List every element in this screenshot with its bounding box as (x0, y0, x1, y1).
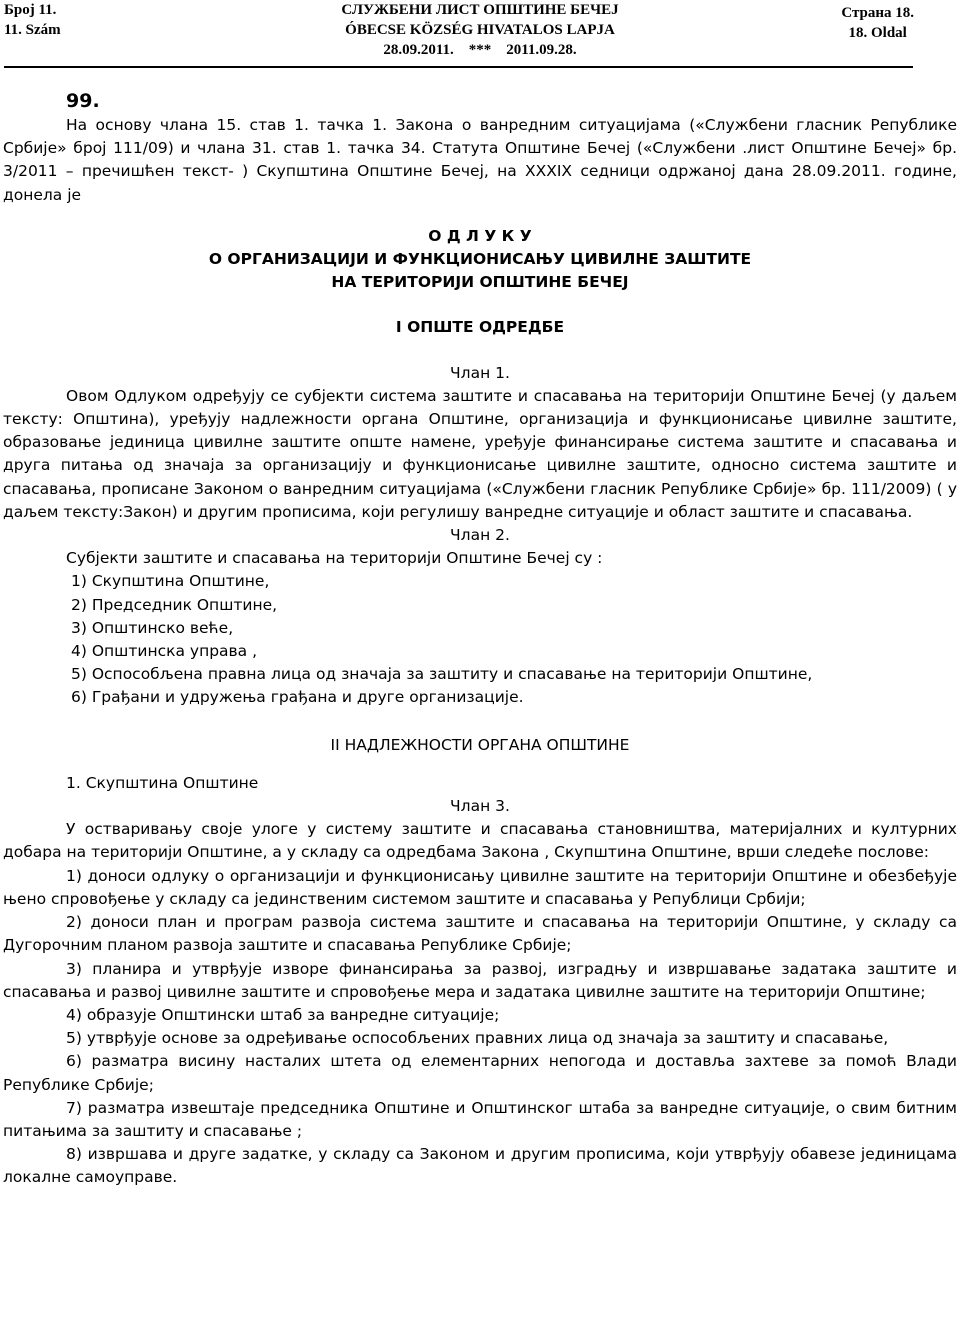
document-body (3, 88, 957, 1190)
header-title-sr: СЛУЖБЕНИ ЛИСТ ОПШТИНЕ БЕЧЕЈ (341, 2, 619, 18)
article-3-item: 5) утврђује основе за одређивање оспособљених правних лица од значаја за заштиту и спасавање, (66, 1029, 889, 1048)
article-2-item: 5) Оспособљена правна лица од значаја за заштиту и спасавање на територији Општине, (71, 665, 813, 684)
article-3-intro: У остваривању своје улоге у систему заштите и спасавања становништва, материјалних и културних добара на територији Општине, а у складу са одредбама Закона , Скупштина Општине, врши следеће послове: (3, 820, 957, 862)
article-2-heading: Члан 2. (450, 526, 510, 545)
article-1-heading: Члан 1. (450, 363, 510, 382)
section-heading-competences: II НАДЛЕЖНОСТИ ОРГАНА ОПШТИНЕ (330, 735, 630, 754)
header-issue-sr: Број 11. (4, 2, 57, 18)
subsection-heading-assembly: 1. Скупштина Општине (66, 773, 259, 792)
article-2-intro: Субјекти заштите и спасавања на територији Општине Бечеј су : (66, 549, 603, 568)
header-journal-title (0, 0, 960, 60)
header-page-number (841, 3, 914, 43)
article-3-item: 6) разматра висину насталих штета од елементарних непогода и доставља захтеве за помоћ Влади Републике Србије; (3, 1052, 957, 1094)
article-2-item: 1) Скупштина Општине, (71, 572, 270, 591)
article-3-item: 8) извршава и друге задатке, у складу са Законом и другим прописима, који утврђују обавезе јединицама локалне самоуправе. (3, 1145, 957, 1187)
article-2-item: 3) Општинско веће, (71, 618, 234, 637)
header-issue-hu: 11. Szám (4, 22, 61, 38)
header-title-hu: ÓBECSE KÖZSÉG HIVATALOS LAPJA (345, 22, 615, 38)
decision-title: О Д Л У К У (428, 226, 532, 245)
preamble: На основу члана 15. став 1. тачка 1. Закона о ванредним ситуацијама («Службени гласник Републике Србије» број 111/09) и члана 31. став 1. тачка 34. Статута Општине Бечеј («Службени .лист Општине Бечеј» бр. 3/2011 – пречишћен текст- ) Скупштина Општине Бечеј, на XXXIX седници одржаној дана 28.09.2011. године, донела је (3, 116, 957, 204)
decision-subtitle-1: О ОРГАНИЗАЦИЈИ И ФУНКЦИОНИСАЊУ ЦИВИЛНЕ ЗАШТИТЕ (208, 250, 752, 269)
document-number: 99. (66, 90, 100, 112)
article-3-item: 4) образује Општински штаб за ванредне ситуације; (66, 1005, 500, 1024)
article-2-item: 2) Председник Општине, (71, 595, 278, 614)
header-page-hu: 18. Oldal (848, 25, 907, 41)
article-3-heading: Члан 3. (450, 797, 510, 816)
header-divider (4, 66, 913, 68)
article-3-item: 3) планира и утврђује изворе финансирања за развој, изградњу и извршавање задатака заштите и спасавања и развој цивилне заштите и спровођење мера и задатака цивилне заштите на територији Општине; (3, 959, 957, 1001)
section-heading-general: I ОПШТЕ ОДРЕДБЕ (395, 318, 565, 337)
article-2-item: 4) Општинска управа , (71, 642, 258, 661)
article-3-item: 2) доноси план и програм развоја система заштите и спасавања на територији Општине, у складу са Дугорочним планом развоја заштите и спасавања Републике Србије; (3, 913, 957, 955)
article-3-item: 1) доноси одлуку о организацији и функционисању цивилне заштите на територији Општине и обезбеђује њено спровођење у складу са јединственим системом заштите и спасавања у Републици Србији; (3, 866, 957, 908)
decision-subtitle-2: НА ТЕРИТОРИЈИ ОПШТИНЕ БЕЧЕЈ (331, 273, 629, 292)
header-page-sr: Страна 18. (841, 5, 914, 21)
header-date: 28.09.2011. *** 2011.09.28. (383, 42, 577, 58)
article-2-item: 6) Грађани и удружења грађана и друге организације. (71, 688, 524, 707)
article-1-text: Овом Одлуком одређују се субјекти система заштите и спасавања на територији Општине Бечеј (у даљем тексту: Општина), уређују надлежности органа Општине, организација и функционисање цивилне заштите, образовање јединица цивилне заштите опште намене, уређује финансирање система заштите и спасавања и друга питања од значаја за организацију и функционисање цивилне заштите, односно система заштите и спасавања, прописане Законом о ванредним ситуацијама («Службени гласник Републике Србије» бр. 111/2009) ( у даљем тексту:Закон) и другим прописима, који регулишу ванредне ситуације и област заштите и спасавања. (3, 386, 957, 521)
article-3-item: 7) разматра извештаје председника Општине и Општинског штаба за ванредне ситуације, о свим битним питањима за заштиту и спасавање ; (3, 1098, 957, 1140)
